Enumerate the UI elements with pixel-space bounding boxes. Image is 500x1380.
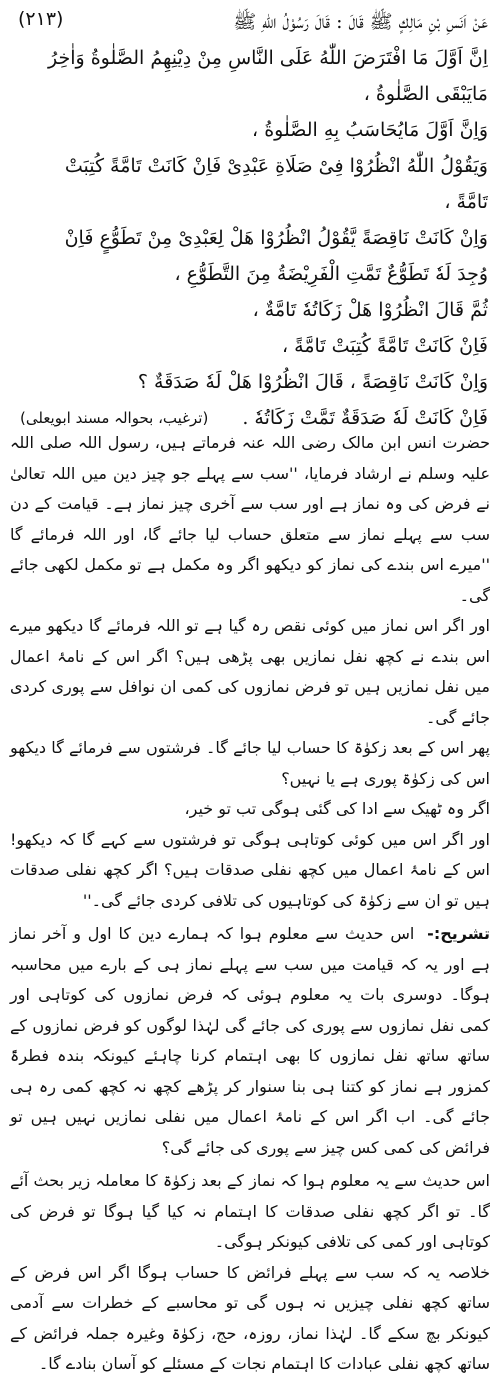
translation-paragraph: اور اگر اس میں کوئی کوتاہی ہوگی تو فرشتوں سے کہے گا کہ دیکھو! اس کے نامۂ اعمال میں کچھ نفلی صدقات ہیں؟ اگر کچھ نفلی صدقات ہیں تو ان سے زکوٰۃ کی کوتاہیوں کی تلافی کردی جائے گی۔''	[10, 829, 490, 910]
source-reference: (ترغیب، بحوالہ مسند ابویعلی)	[20, 409, 209, 427]
hadith-narrator-line: عَنْ اَنَسِ بْنِ مَالِكٍ ﷺ قَالَ : قَالَ رَسُوْلُ اللّٰهِ ﷺ	[233, 11, 488, 33]
hadith-arabic-line: وُجِدَ لَهٗ تَطَوُّعٌ تَمَّتِ الْفَرِيْضَةُ مِنَ التَّطَوُّعِ ،	[174, 263, 488, 285]
translation-paragraph: اگر وہ ٹھیک سے ادا کی گئی ہوگی تب تو خیر،	[184, 799, 490, 818]
hadith-arabic-line: فَاِنْ كَانَتْ تَامَّةً كُتِبَتْ تَامَّةً ،	[282, 335, 488, 357]
hadith-arabic-line: ثُمَّ قَالَ انْظُرُوْا هَلْ زَكَاتُهٗ تَامَّةٌ ،	[252, 299, 488, 321]
translation-paragraph: حضرت انس ابن مالک رضی اللہ عنہ فرماتے ہیں، رسول اللہ صلی اللہ علیہ وسلم نے ارشاد فرمایا، ''سب سے پہلے جو چیز دین میں اللہ تعالیٰ نے فرض کی وہ نماز ہے اور سب سے آخری چیز نماز ہے۔ قیامت کے دن سب سے پہلے نماز سے متعلق حساب لیا جائے گا، اور اللہ فرمائے گا ''میرے اس بندے کی نماز کو دیکھو اگر وہ مکمل ہے تو مکمل لکھی جائے گی۔	[10, 433, 490, 605]
translation-paragraph: اور اگر اس نماز میں کوئی نقص رہ گیا ہے تو اللہ فرمائے گا دیکھو میرے اس بندے نے کچھ نفل نمازیں بھی پڑھی ہیں؟ اگر اس کے نامۂ اعمال میں نفل نمازیں ہیں تو فرض نمازوں کی کمی ان نوافل سے پوری کردی جائے گی۔	[10, 616, 490, 727]
summary-paragraph: خلاصہ یہ کہ سب سے پہلے فرائض کا حساب ہوگا اگر اس فرض کے ساتھ کچھ نفلی چیزیں نہ ہوں گی تو محاسبے کے خطرات سے آدمی کیونکر بچ سکے گا۔ لہٰذا نماز، روزہ، حج، زکوٰۃ وغیرہ جملہ فرائض کے ساتھ کچھ نفلی عبادات کا اہتمام نجات کے مسئلے کو آسان بنادے گا۔	[10, 1262, 490, 1373]
hadith-arabic-line: وَاِنَّ اَوَّلَ مَايُحَاسَبُ بِهِ الصَّلٰوةُ ،	[252, 119, 488, 141]
hadith-arabic-line: وَاِنْ كَانَتْ نَاقِصَةً ، قَالَ انْظُرُوْا هَلْ لَهٗ صَدَقَةٌ ؟	[137, 371, 488, 393]
explanation-paragraph	[10, 919, 490, 1163]
closing-paragraph: اس حدیث سے یہ معلوم ہوا کہ نماز کے بعد زکوٰۃ کا معاملہ زیر بحث آئے گا۔ تو اگر کچھ نفلی صدقات کا اہتمام نہ کیا گیا ہوگا تو فرض کی کوتاہی اور کمی کی تلافی کیونکر ہوگی۔	[10, 1171, 490, 1251]
page-number: (۲۱۳)	[18, 8, 64, 30]
explanation-text: اس حدیث سے معلوم ہوا کہ ہمارے دین کا اول و آخر نماز ہے اور یہ کہ قیامت میں سب سے پہلے نماز ہی کے بارے میں محاسبہ ہوگا۔ دوسری بات یہ معلوم ہوئی کہ فرض نمازوں کی کوتاہی اور کمی نفل نمازوں سے پوری کی جائے گی لہٰذا لوگوں کو فرض نمازوں کے ساتھ ساتھ نفل نمازوں کا بھی اہتمام کرنا چاہئے کیونکہ بندہ فطرۃً کمزور ہے نماز کو کتنا ہی بنا سنوار کر پڑھے کچھ نہ کچھ کمی رہ ہی جائے گی۔ اب اگر اس کے نامۂ اعمال میں نفلی نمازیں نہیں ہیں تو فرائض کی کمی کس چیز سے پوری کی جائے گی؟	[10, 924, 490, 1157]
urdu-translation	[10, 428, 490, 1380]
hadith-arabic-line: وَاِنْ كَانَتْ نَاقِصَةً يَّقُوْلُ انْظُرُوْا هَلْ لِعَبْدِىْ مِنْ تَطَوُّعٍ فَاِنْ	[64, 227, 488, 249]
translation-paragraph: پھر اس کے بعد زکوٰۃ کا حساب لیا جائے گا۔ فرشتوں سے فرمائے گا دیکھو اس کی زکوٰۃ پوری ہے یا نہیں؟	[10, 738, 490, 788]
hadith-arabic-line: فَاِنْ كَانَتْ لَهٗ صَدَقَةٌ تَمَّتْ زَكَاتُهٗ .	[242, 407, 488, 429]
hadith-arabic-line: وَيَقُوْلُ اللّٰهُ انْظُرُوْا فِىْ صَلَاةِ عَبْدِىْ فَاِنْ كَانَتْ تَامَّةً كُتِبَتْ	[64, 155, 488, 177]
hadith-arabic-line: تَامَّةً ،	[444, 191, 488, 213]
explanation-label: تشریح:-	[427, 924, 490, 943]
hadith-arabic-line: مَايَبْقَى الصَّلٰوةُ ،	[363, 83, 488, 105]
hadith-arabic-line: اِنَّ اَوَّلَ مَا افْتَرَضَ اللّٰهُ عَلَى النَّاسِ مِنْ دِيْنِهِمُ الصَّلٰوةُ وَاٰخِرُ	[47, 47, 488, 69]
hadith-arabic-text	[12, 4, 488, 436]
